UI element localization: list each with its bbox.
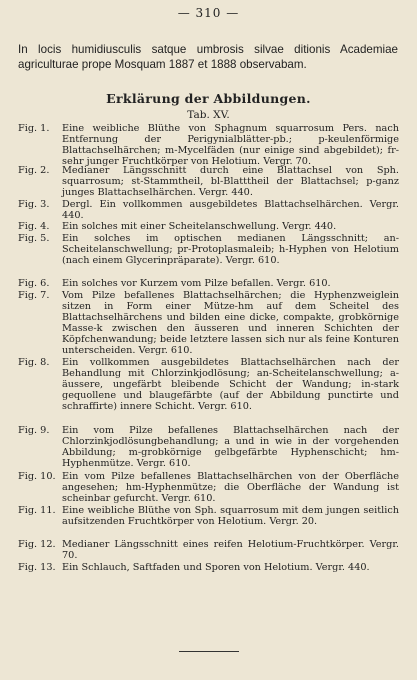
figure-entry xyxy=(0,166,417,200)
figure-description: Ein vom Pilze befallenes Blattachselhärchen nach der Chlorzinkjodlösungbehandlung; a und in wie in der vorgehenden Abbildung; m-grobkörnige gelbgefärbte Hyphenschicht; hm-Hyphenmütze. Vergr. 610. xyxy=(62,425,399,469)
plate-label: Tab. XV. xyxy=(187,109,230,121)
page-number: — 310 — xyxy=(177,6,240,20)
figure-description: Eine weibliche Blüthe von Sph. squarrosum mit dem jungen seitlich aufsitzenden Fruchtkörper von Helotium. Vergr. 20. xyxy=(62,505,399,527)
figure-label: Fig. 9. xyxy=(18,425,50,436)
figure-entry xyxy=(0,124,417,166)
figure-label: Fig. 8. xyxy=(18,357,50,368)
figure-label: Fig. 13. xyxy=(18,562,56,573)
figure-label: Fig. 6. xyxy=(18,278,50,289)
figure-description: Dergl. Ein vollkommen ausgebildetes Blattachselhärchen. Vergr. 440. xyxy=(62,199,399,221)
figure-label: Fig. 12. xyxy=(18,539,56,550)
figure-description: Ein Schlauch, Saftfaden und Sporen von Helotium. Vergr. 440. xyxy=(62,562,370,573)
figure-label: Fig. 1. xyxy=(18,123,50,134)
intro-paragraph: In locis humidiusculis satque umbrosis silvae ditionis Academiae agriculturae prope Mosquam 1887 et 1888 observabam. xyxy=(18,43,398,71)
figure-description: Eine weibliche Blüthe von Sphagnum squarrosum Pers. nach Entfernung der Perigynialblätter-pb.; p-keulenförmige Blattachselhärchen; m-Mycelfäden (nur einige sind abgebildet); fr-sehr junger Fruchtkörper von Helotium. Vergr. 70. xyxy=(62,123,399,167)
figure-list xyxy=(0,124,417,585)
section-heading: Erklärung der Abbildungen. xyxy=(106,91,311,106)
figure-label: Fig. 4. xyxy=(18,221,50,232)
figure-entry xyxy=(0,506,417,540)
figure-entry xyxy=(0,358,417,426)
figure-description: Ein solches vor Kurzem vom Pilze befallen. Vergr. 610. xyxy=(62,278,331,289)
figure-label: Fig. 2. xyxy=(18,165,50,176)
figure-entry xyxy=(0,200,417,222)
figure-entry xyxy=(0,426,417,472)
figure-label: Fig. 10. xyxy=(18,471,56,482)
figure-description: Ein vollkommen ausgebildetes Blattachselhärchen nach der Behandlung mit Chlorzinkjodlösung; an-Scheitelanschwellung; a-äussere, ungefärbt bleibende Schicht der Wandung; in-stark gequollene und blaugefärbte (auf der Abbildung punctirte und schraffirte) innere Schicht. Vergr. 610. xyxy=(62,357,399,412)
figure-description: Ein solches mit einer Scheitelanschwellung. Vergr. 440. xyxy=(62,221,337,232)
figure-label: Fig. 5. xyxy=(18,233,50,244)
figure-label: Fig. 3. xyxy=(18,199,50,210)
figure-label: Fig. 7. xyxy=(18,290,50,301)
figure-description: Ein solches im optischen medianen Längsschnitt; an-Scheitelanschwellung; pr-Protoplasmaleib; h-Hyphen von Helotium (nach einem Glycerinpräparate). Vergr. 610. xyxy=(62,233,399,266)
figure-entry xyxy=(0,291,417,358)
figure-description: Medianer Längsschnitt durch eine Blattachsel von Sph. squarrosum; st-Stammtheil, bl-Blatttheil der Blattachsel; p-ganz junges Blattachselhärchen. Vergr. 440. xyxy=(62,165,399,198)
figure-description: Medianer Längsschnitt eines reifen Helotium-Fruchtkörper. Vergr. 70. xyxy=(62,539,399,561)
figure-description: Ein vom Pilze befallenes Blattachselhärchen von der Oberfläche angesehen; hm-Hyphenmütze; die Oberfläche der Wandung ist scheinbar gefurcht. Vergr. 610. xyxy=(62,471,399,504)
bottom-rule xyxy=(0,648,417,657)
figure-entry xyxy=(0,563,417,585)
figure-description: Vom Pilze befallenes Blattachselhärchen; die Hyphenzweiglein sitzen in Form einer Mütze-hm auf dem Scheitel des Blattachselhärchens und bilden eine dicke, compakte, grobkörnige Masse-k zwischen den äusseren und inneren Schichten der Köpfchenwandung; beide letztere lassen sich nur als feine Konturen unterscheiden. Vergr. 610. xyxy=(62,290,399,356)
figure-entry xyxy=(0,540,417,563)
figure-entry xyxy=(0,234,417,279)
figure-entry xyxy=(0,472,417,506)
figure-label: Fig. 11. xyxy=(18,505,56,516)
